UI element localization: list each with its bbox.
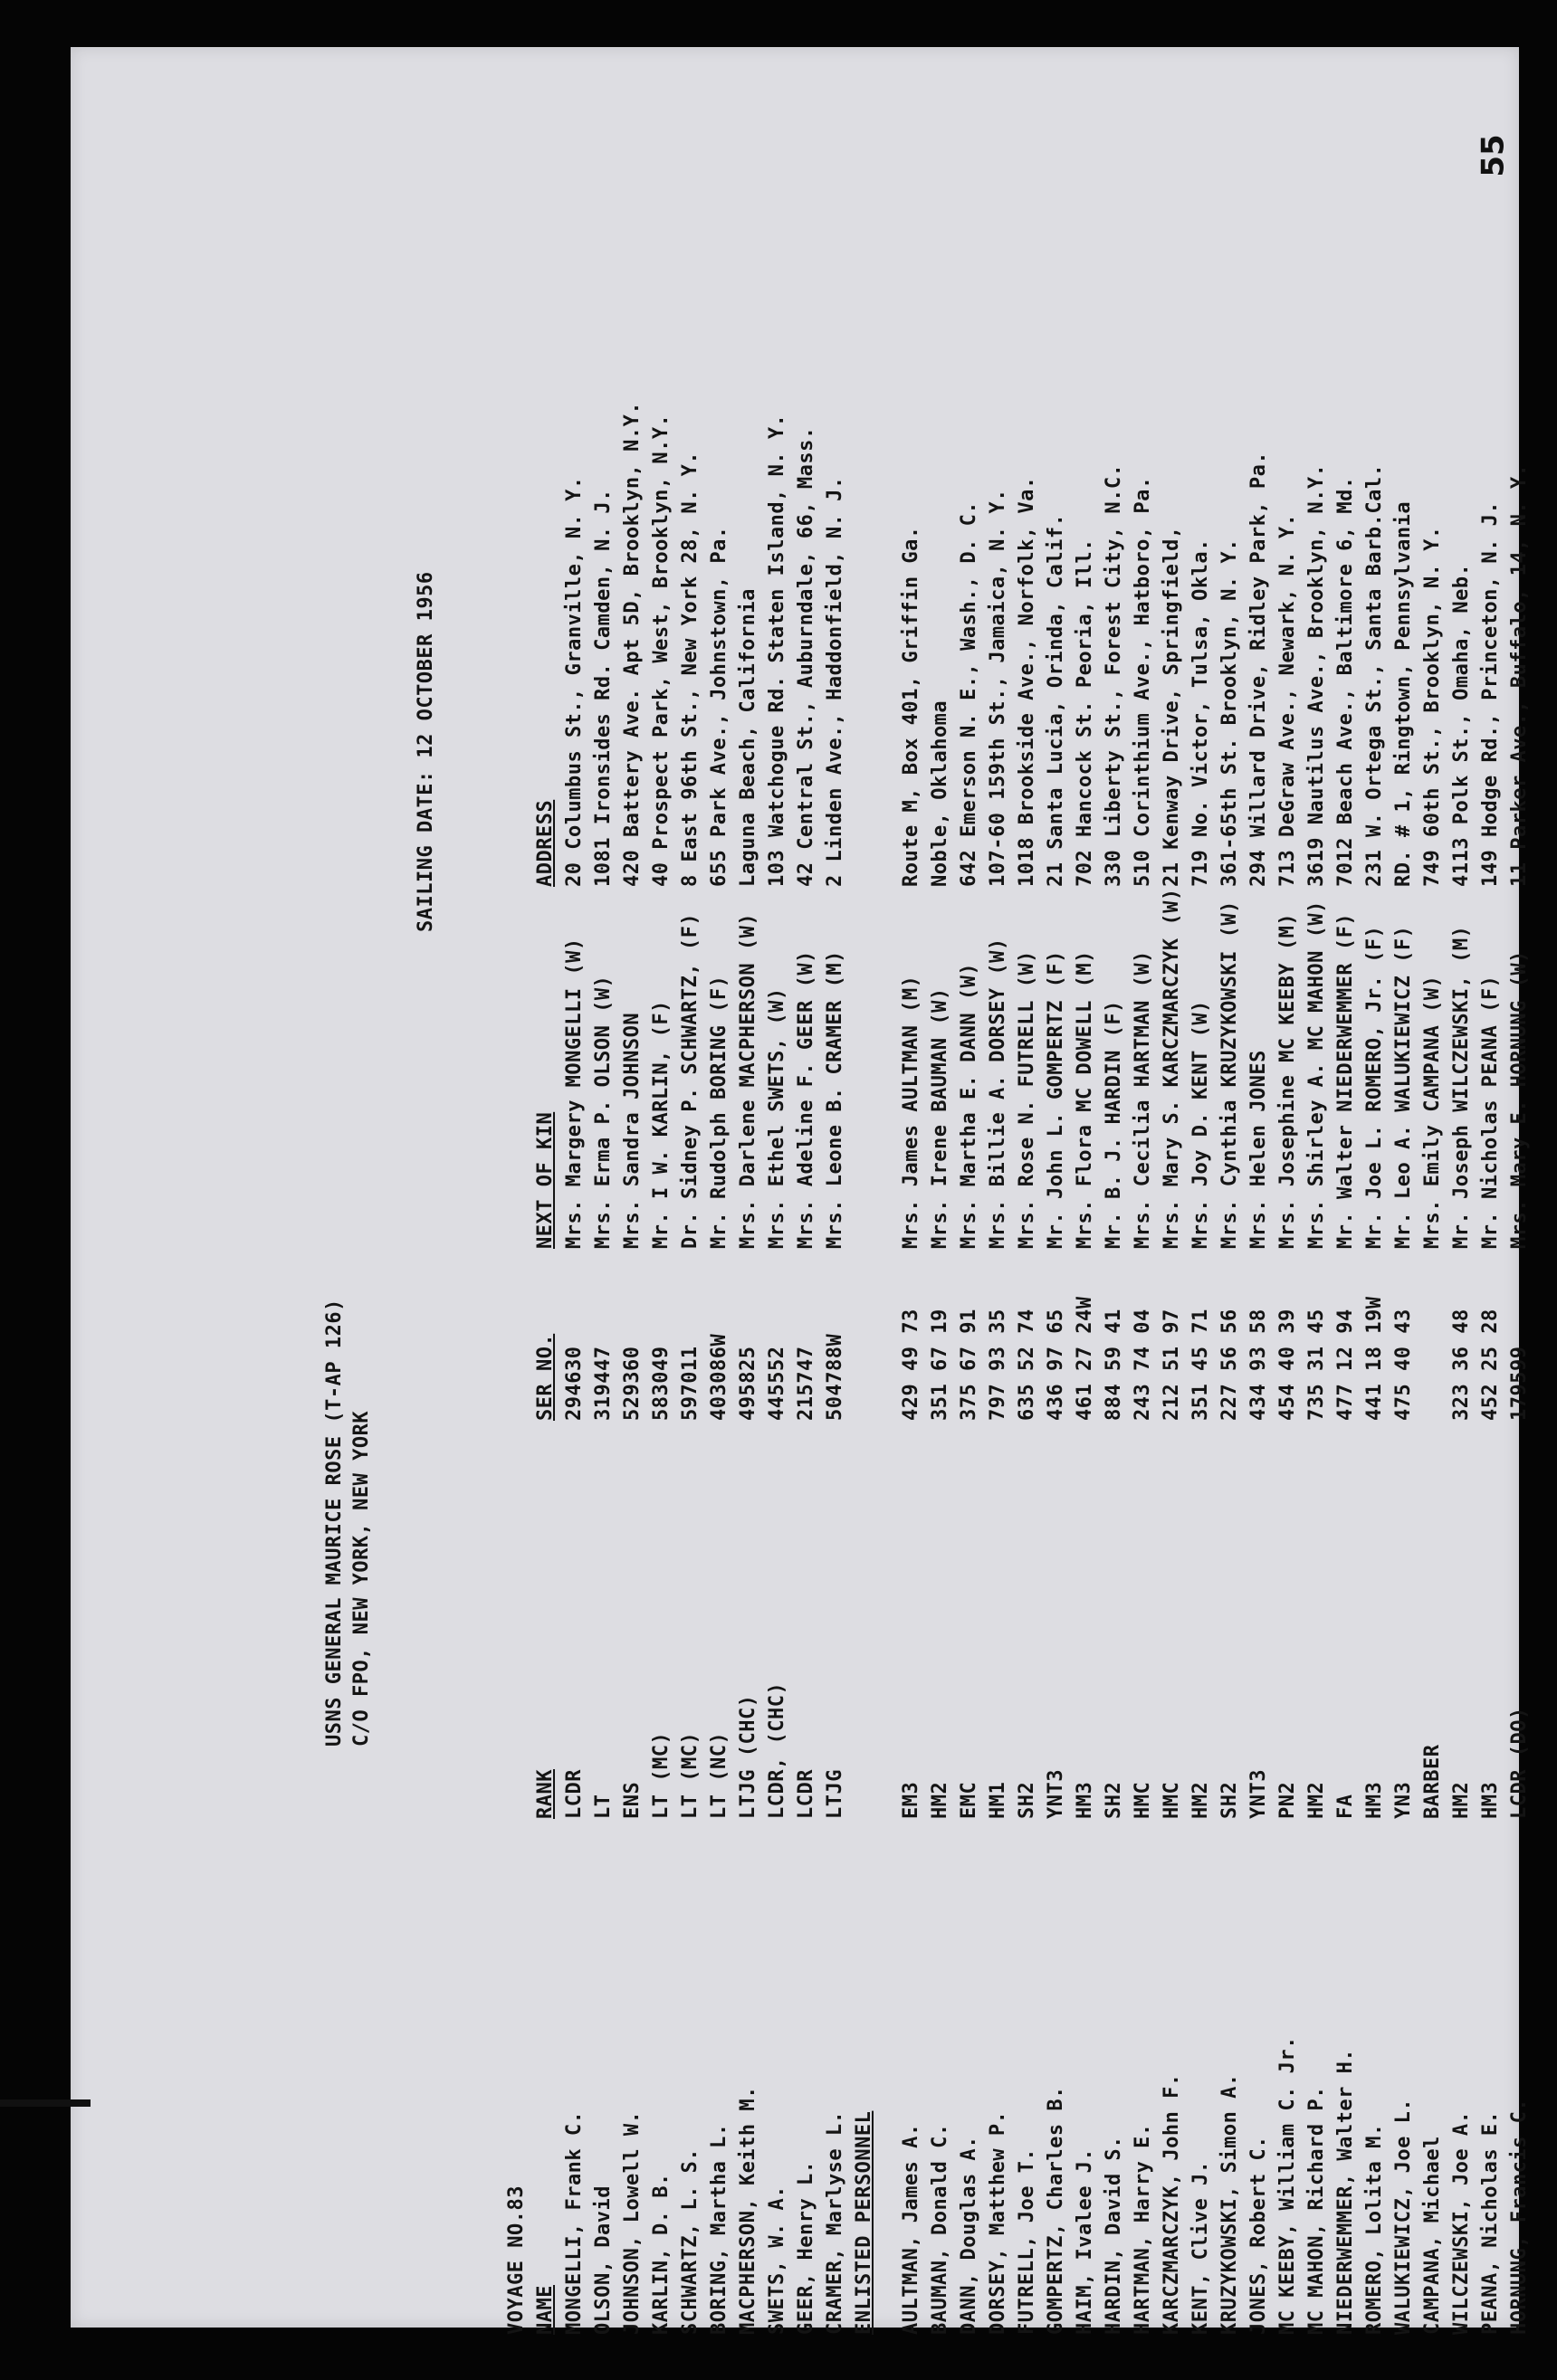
next-of-kin-cell: Mrs. Adeline F. GEER (W) [795, 950, 817, 1249]
name-cell: JONES, Robert C. [1247, 2136, 1270, 2335]
ser-no-cell: 403086W [708, 1333, 731, 1421]
next-of-kin-cell: Mrs. Irene BAUMAN (W) [929, 987, 951, 1249]
address-cell: 719 No. Victor, Tulsa, Okla. [1189, 538, 1212, 887]
ser-no-cell: 323 36 48 [1450, 1309, 1473, 1421]
ser-no-cell: 436 97 65 [1045, 1309, 1067, 1421]
table-row [1390, 90, 1418, 2335]
address-cell: Noble, Oklahoma [929, 700, 951, 887]
address-cell: 3619 Nautilus Ave., Brooklyn, N.Y. [1305, 463, 1328, 887]
ship-header [321, 1299, 376, 1747]
header-rank: RANK [534, 1769, 557, 1819]
rank-cell: HM2 [1189, 1781, 1212, 1819]
name-cell: MC MAHON, Richard P. [1305, 2086, 1328, 2335]
name-cell: PEANA, Nicholas E. [1479, 2110, 1502, 2335]
table-row [1100, 90, 1129, 2335]
next-of-kin-cell: Mrs. Flora MC DOWELL (M) [1074, 950, 1096, 1249]
table-row [984, 90, 1013, 2335]
rank-cell: LT (MC) [650, 1731, 673, 1819]
ser-no-cell: 351 67 19 [929, 1309, 951, 1421]
ser-no-cell: 215747 [795, 1346, 817, 1421]
next-of-kin-cell: Mrs. Cecilia HARTMAN (W) [1132, 950, 1154, 1249]
table-row [1505, 90, 1534, 2335]
address-cell: 2 Linden Ave., Haddonfield, N. J. [824, 476, 846, 887]
address-cell: 20 Columbus St., Granville, N. Y. [563, 476, 586, 887]
next-of-kin-cell: Mrs. Leone B. CRAMER (M) [824, 950, 846, 1249]
name-cell: GEER, Henry L. [795, 2160, 817, 2335]
header-ser-no: SER NO. [534, 1333, 557, 1421]
table-row [955, 90, 984, 2335]
ser-no-cell: 429 49 73 [900, 1309, 922, 1421]
address-cell: 149 Hodge Rd., Princeton, N. J. [1479, 500, 1502, 887]
ser-no-cell: 452 25 28 [1479, 1309, 1502, 1421]
next-of-kin-cell: Mrs. Rose N. FUTRELL (W) [1016, 950, 1038, 1249]
address-cell: 42 Central St., Auburndale, 66, Mass. [795, 426, 817, 887]
passenger-manifest [321, 90, 1531, 2335]
address-cell: 713 DeGraw Ave., Newark, N. Y. [1276, 513, 1299, 887]
name-cell: HAIM, Ivalee J. [1074, 2147, 1096, 2335]
rank-cell: HM3 [1363, 1781, 1386, 1819]
address-cell: 330 Liberty St., Forest City, N.C. [1103, 463, 1125, 887]
table-row [589, 90, 618, 2335]
ser-no-cell: 495825 [737, 1346, 759, 1421]
next-of-kin-cell: Mrs. Cynthia KRUZYKOWSKI (W) [1218, 900, 1241, 1249]
ser-no-cell: 227 56 56 [1218, 1309, 1241, 1421]
next-of-kin-cell: Mrs. Darlene MACPHERSON (W) [737, 912, 759, 1249]
rank-cell: LT (MC) [679, 1731, 702, 1819]
address-cell: 420 Battery Ave. Apt 5D, Brooklyn, N.Y. [621, 401, 644, 887]
address-cell: 107-60 159th St., Jamaica, N. Y. [987, 489, 1009, 887]
address-cell: Route M, Box 401, Griffin Ga. [900, 526, 922, 887]
next-of-kin-cell: Mrs. Joy D. KENT (W) [1189, 1000, 1212, 1249]
name-cell: SWETS, W. A. [766, 2185, 788, 2335]
name-cell: MACPHERSON, Keith M. [737, 2086, 759, 2335]
name-cell: JOHNSON, Lowell W. [621, 2110, 644, 2335]
address-cell: 21 Kenway Drive, Springfield, [1161, 526, 1183, 887]
address-cell: 642 Emerson N. E., Wash., D. C. [958, 500, 980, 887]
ser-no-cell: 735 31 45 [1305, 1309, 1328, 1421]
rank-cell: BARBER [1421, 1744, 1444, 1819]
address-cell: 749 60th St., Brooklyn, N. Y. [1421, 526, 1444, 887]
next-of-kin-cell: Mr. Joe L. ROMERO, Jr. (F) [1363, 925, 1386, 1249]
ser-no-cell: 477 12 94 [1334, 1309, 1357, 1421]
voyage-number: VOYAGE NO.83 [505, 2185, 528, 2335]
ser-no-cell: 243 74 04 [1132, 1309, 1154, 1421]
ser-no-cell: 475 40 43 [1392, 1309, 1415, 1421]
rank-cell: SH2 [1103, 1781, 1125, 1819]
rank-cell: LCDR [563, 1769, 586, 1819]
name-cell: MONGELLI, Frank C. [563, 2110, 586, 2335]
rank-cell: LTJG [824, 1769, 846, 1819]
table-row [618, 90, 647, 2335]
next-of-kin-cell: Mrs. James AULTMAN (M) [900, 975, 922, 1249]
table-row [1476, 90, 1505, 2335]
table-row [1447, 90, 1476, 2335]
ser-no-cell: 454 40 39 [1276, 1309, 1299, 1421]
binder-mark [0, 2099, 91, 2107]
name-cell: FUTRELL, Joe T. [1016, 2147, 1038, 2335]
ser-no-cell: 635 52 74 [1016, 1309, 1038, 1421]
address-cell: 361-65th St. Brooklyn, N. Y. [1218, 538, 1241, 887]
rank-cell: HM3 [1074, 1781, 1096, 1819]
table-row [1071, 90, 1100, 2335]
ser-no-cell: 351 45 71 [1189, 1309, 1212, 1421]
table-row [1332, 90, 1361, 2335]
rank-cell: LCDR (DO) [1508, 1707, 1531, 1819]
next-of-kin-cell: Mr. Nicholas PEANA (F) [1479, 975, 1502, 1249]
table-row [1216, 90, 1245, 2335]
ser-no-cell: 461 27 24W [1074, 1296, 1096, 1421]
table-row [560, 90, 589, 2335]
header-name: NAME [534, 2285, 557, 2335]
address-cell: 702 Hancock St. Peoria, Ill. [1074, 538, 1096, 887]
name-cell: HORNUNG, Francis C. [1508, 2098, 1531, 2335]
next-of-kin-cell: Mrs. Mary S. KARCZMARCZYK (W) [1161, 888, 1183, 1249]
table-row [821, 90, 850, 2335]
name-cell: WILCZEWSKI, Joe A. [1450, 2110, 1473, 2335]
address-cell: 510 Corinthium Ave., Hatboro, Pa. [1132, 476, 1154, 887]
enlisted-heading: ENLISTED PERSONNEL [853, 2110, 875, 2335]
rank-cell: EM3 [900, 1781, 922, 1819]
address-cell: 21 Santa Lucia, Orinda, Calif. [1045, 513, 1067, 887]
rank-cell: YNT3 [1247, 1769, 1270, 1819]
header-next-of-kin: NEXT OF KIN [534, 1111, 557, 1249]
next-of-kin-cell: Mrs. Shirley A. MC MAHON (W) [1305, 900, 1328, 1249]
next-of-kin-cell: Mr. Joseph WILCZEWSKI, (M) [1450, 925, 1473, 1249]
ser-no-cell: 884 59 41 [1103, 1309, 1125, 1421]
address-cell: 103 Watchogue Rd. Staten Island, N. Y. [766, 414, 788, 887]
header-address: ADDRESS [534, 799, 557, 887]
next-of-kin-cell: Mrs. Emily CAMPANA (W) [1421, 975, 1444, 1249]
name-cell: GOMPERTZ, Charles B. [1045, 2086, 1067, 2335]
rank-cell: HM1 [987, 1781, 1009, 1819]
next-of-kin-cell: Mr. John L. GOMPERTZ (F) [1045, 950, 1067, 1249]
ship-address: C/O FPO, NEW YORK, NEW YORK [350, 1410, 373, 1747]
sailing-date: SAILING DATE: 12 OCTOBER 1956 [415, 571, 437, 932]
rank-cell: FA [1334, 1794, 1357, 1819]
next-of-kin-cell: Mrs. Mary E. HORNUNG (W) [1508, 950, 1531, 1249]
table-row [1013, 90, 1042, 2335]
next-of-kin-cell: Mr. I W. KARLIN, (F) [650, 1000, 673, 1249]
address-cell: 4113 Polk St., Omaha, Neb. [1450, 563, 1473, 887]
ship-name: USNS GENERAL MAURICE ROSE (T-AP 126) [323, 1299, 346, 1747]
table-row [792, 90, 821, 2335]
rank-cell: HMC [1132, 1781, 1154, 1819]
rank-cell: HM2 [929, 1781, 951, 1819]
name-cell: CAMPANA, Michael [1421, 2136, 1444, 2335]
ser-no-cell: 441 18 19W [1363, 1296, 1386, 1421]
table-row [734, 90, 763, 2335]
name-cell: CRAMER, Marlyse L. [824, 2110, 846, 2335]
next-of-kin-cell: Mrs. Ethel SWETS, (W) [766, 987, 788, 1249]
next-of-kin-cell: Mrs. Sandra JOHNSON [621, 1012, 644, 1249]
ser-no-cell: 294630 [563, 1346, 586, 1421]
rank-cell: SH2 [1218, 1781, 1241, 1819]
rank-cell: LCDR [795, 1769, 817, 1819]
name-cell: HARTMAN, Harry E. [1132, 2123, 1154, 2335]
table-row [1129, 90, 1158, 2335]
rank-cell: YNT3 [1045, 1769, 1067, 1819]
next-of-kin-cell: Mr. Walter NIEDERWEMMER (F) [1334, 912, 1357, 1249]
next-of-kin-cell: Mrs. Billie A. DORSEY (W) [987, 938, 1009, 1249]
column-headers [531, 90, 560, 2335]
table-row [763, 90, 792, 2335]
table-row [926, 90, 955, 2335]
next-of-kin-cell: Mrs. Josephine MC KEEBY (M) [1276, 912, 1299, 1249]
address-cell: 8 East 96th St., New York 28, N. Y. [679, 451, 702, 887]
ser-no-cell: 375 67 91 [958, 1309, 980, 1421]
ser-no-cell: 319447 [592, 1346, 615, 1421]
name-cell: NIEDERWEMMER, Walter H. [1334, 2048, 1357, 2335]
table-row [1042, 90, 1071, 2335]
rank-cell: HM2 [1450, 1781, 1473, 1819]
name-cell: KENT, Clive J. [1189, 2160, 1212, 2335]
rank-cell: PN2 [1276, 1781, 1299, 1819]
table-row [1158, 90, 1187, 2335]
name-cell: AULTMAN, James A. [900, 2123, 922, 2335]
next-of-kin-cell: Mr. Leo A. WALUKIEWICZ (F) [1392, 925, 1415, 1249]
next-of-kin-cell: Dr. Sidney P. SCHWARTZ, (F) [679, 912, 702, 1249]
rank-cell: EMC [958, 1781, 980, 1819]
ser-no-cell: 583049 [650, 1346, 673, 1421]
table-row [1361, 90, 1390, 2335]
name-cell: ROMERO, Lolita M. [1363, 2123, 1386, 2335]
rank-cell: LT [592, 1794, 615, 1819]
name-cell: BORING, Martha L. [708, 2123, 731, 2335]
next-of-kin-cell: Mrs. Erma P. OLSON (W) [592, 975, 615, 1249]
rank-cell: HM2 [1305, 1781, 1328, 1819]
table-row [1274, 90, 1303, 2335]
name-cell: SCHWARTZ, L. S. [679, 2147, 702, 2335]
ser-no-cell: 529360 [621, 1346, 644, 1421]
next-of-kin-cell: Mrs. Helen JONES [1247, 1050, 1270, 1249]
name-cell: HARDIN, David S. [1103, 2136, 1125, 2335]
table-row [1303, 90, 1332, 2335]
address-cell: RD. # 1, Ringtown, Pennsylvania [1392, 500, 1415, 887]
rank-cell: LCDR, (CHC) [766, 1681, 788, 1819]
name-cell: BAUMAN, Donald C. [929, 2123, 951, 2335]
rank-cell: LT (NC) [708, 1731, 731, 1819]
address-cell: 231 W. Ortega St., Santa Barb.Cal. [1363, 463, 1386, 887]
name-cell: KARLIN, D. B. [650, 2173, 673, 2335]
name-cell: DORSEY, Matthew P. [987, 2110, 1009, 2335]
name-cell: OLSON, David [592, 2185, 615, 2335]
ser-no-cell: 597011 [679, 1346, 702, 1421]
name-cell: KRUZYKOWSKI, Simon A. [1218, 2073, 1241, 2335]
address-cell: Laguna Beach, California [737, 588, 759, 887]
ser-no-cell: 179599 [1508, 1346, 1531, 1421]
table-row [1418, 90, 1447, 2335]
address-cell: 1081 Ironsides Rd. Camden, N. J. [592, 489, 615, 887]
rank-cell: SH2 [1016, 1781, 1038, 1819]
rank-cell: YN3 [1392, 1781, 1415, 1819]
ser-no-cell: 797 93 35 [987, 1309, 1009, 1421]
address-cell: 655 Park Ave., Johnstown, Pa. [708, 526, 731, 887]
address-cell: 294 Willard Drive, Ridley Park, Pa. [1247, 451, 1270, 887]
rank-cell: HM3 [1479, 1781, 1502, 1819]
address-cell: 40 Prospect Park, West, Brooklyn, N.Y. [650, 414, 673, 887]
rank-cell: LTJG (CHC) [737, 1694, 759, 1819]
ser-no-cell: 434 93 58 [1247, 1309, 1270, 1421]
table-row [1245, 90, 1274, 2335]
address-cell: 11 Parker Ave., Buffalo, 14, N. Y. [1508, 463, 1531, 887]
page-number: 55 [1475, 134, 1512, 177]
table-row [897, 90, 926, 2335]
ser-no-cell: 445552 [766, 1346, 788, 1421]
table-row [705, 90, 734, 2335]
ser-no-cell: 504788W [824, 1333, 846, 1421]
address-cell: 7012 Beach Ave., Baltimore 6, Md. [1334, 476, 1357, 887]
address-cell: 1018 Brookside Ave., Norfolk, Va. [1016, 476, 1038, 887]
name-cell: DANN, Douglas A. [958, 2136, 980, 2335]
table-row [647, 90, 676, 2335]
next-of-kin-cell: Mr. B. J. HARDIN (F) [1103, 1000, 1125, 1249]
name-cell: KARCZMARCZYK, John F. [1161, 2073, 1183, 2335]
name-cell: MC KEEBY, William C. Jr. [1276, 2036, 1299, 2335]
name-cell: WALUKIEWICZ, Joe L. [1392, 2098, 1415, 2335]
table-row [1187, 90, 1216, 2335]
rank-cell: HMC [1161, 1781, 1183, 1819]
ser-no-cell: 212 51 97 [1161, 1309, 1183, 1421]
table-row [676, 90, 705, 2335]
next-of-kin-cell: Mrs. Margery MONGELLI (W) [563, 938, 586, 1249]
rank-cell: ENS [621, 1781, 644, 1819]
next-of-kin-cell: Mrs. Martha E. DANN (W) [958, 962, 980, 1249]
next-of-kin-cell: Mr. Rudolph BORING (F) [708, 975, 731, 1249]
